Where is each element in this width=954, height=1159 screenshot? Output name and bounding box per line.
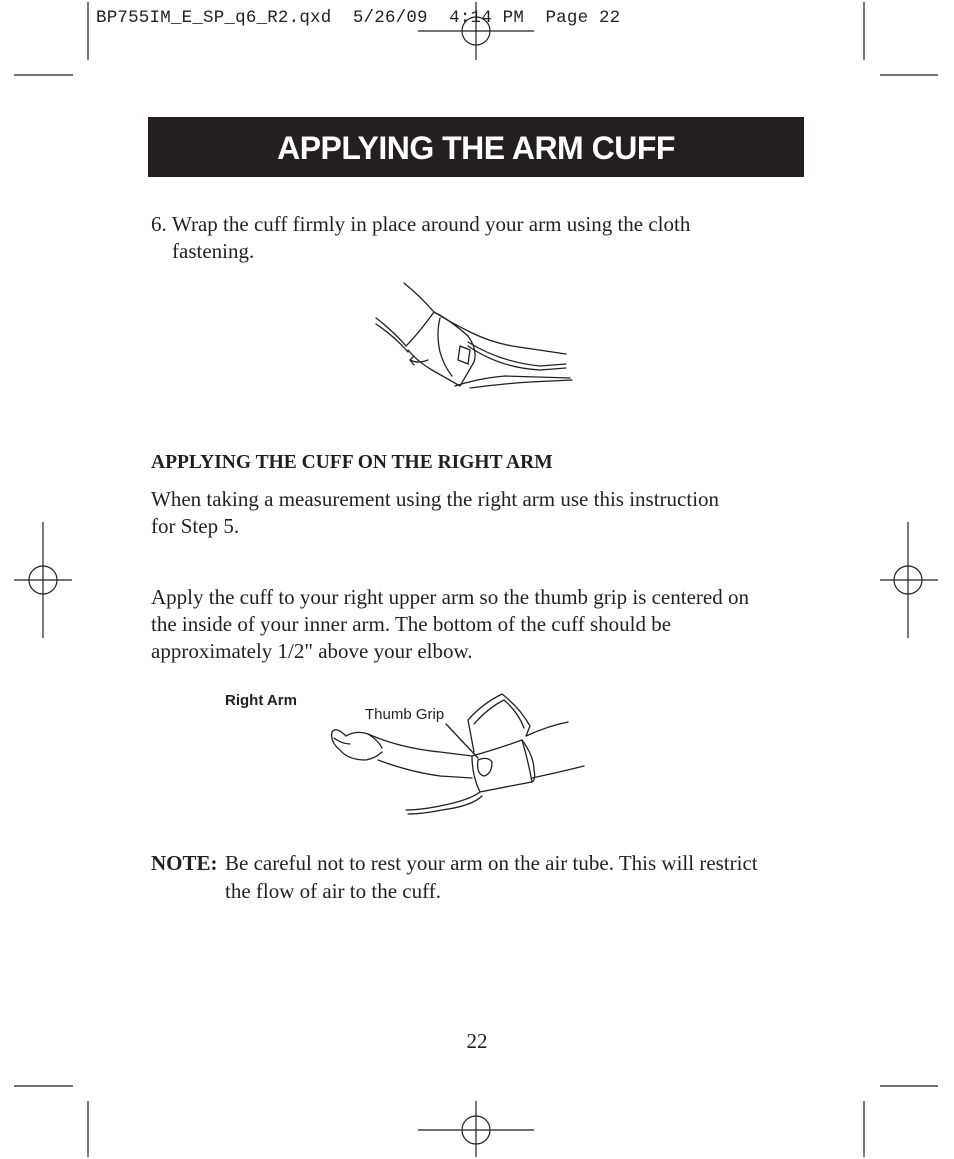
- note-text: [225, 849, 815, 905]
- right-arm-cuff-line-2: the inside of your inner arm. The bottom of the cuff should be: [151, 612, 672, 636]
- step-6-instruction: [151, 211, 801, 265]
- note-line-1: Be careful not to rest your arm on the air tube. This will restrict: [225, 851, 758, 875]
- step-number: 6.: [151, 212, 167, 236]
- right-arm-intro-paragraph: [151, 486, 771, 540]
- right-arm-heading: APPLYING THE CUFF ON THE RIGHT ARM: [151, 452, 553, 473]
- section-banner: [148, 117, 804, 177]
- step-6-line-1: Wrap the cuff firmly in place around your arm using the cloth: [172, 212, 691, 236]
- step-6-line-2: fastening.: [172, 239, 255, 263]
- file-slug-line: BP755IM_E_SP_q6_R2.qxd 5/26/09 4:14 PM Page 22: [96, 8, 621, 28]
- right-arm-cuff-line-3: approximately 1/2" above your elbow.: [151, 639, 473, 663]
- note-line-2: the flow of air to the cuff.: [225, 879, 441, 903]
- page-number: 22: [466, 1029, 488, 1053]
- thumb-grip-label: Thumb Grip: [365, 706, 445, 723]
- right-arm-intro-line-2: for Step 5.: [151, 514, 240, 538]
- right-arm-figure-label: Right Arm: [225, 692, 297, 709]
- right-arm-cuff-line-1: Apply the cuff to your right upper arm so the thumb grip is centered on: [151, 585, 749, 609]
- note-label: NOTE:: [151, 851, 218, 875]
- right-arm-cuff-paragraph: [151, 584, 801, 665]
- right-arm-intro-line-1: When taking a measurement using the right arm use this instruction: [151, 487, 720, 511]
- page-title: APPLYING THE ARM CUFF: [277, 129, 675, 166]
